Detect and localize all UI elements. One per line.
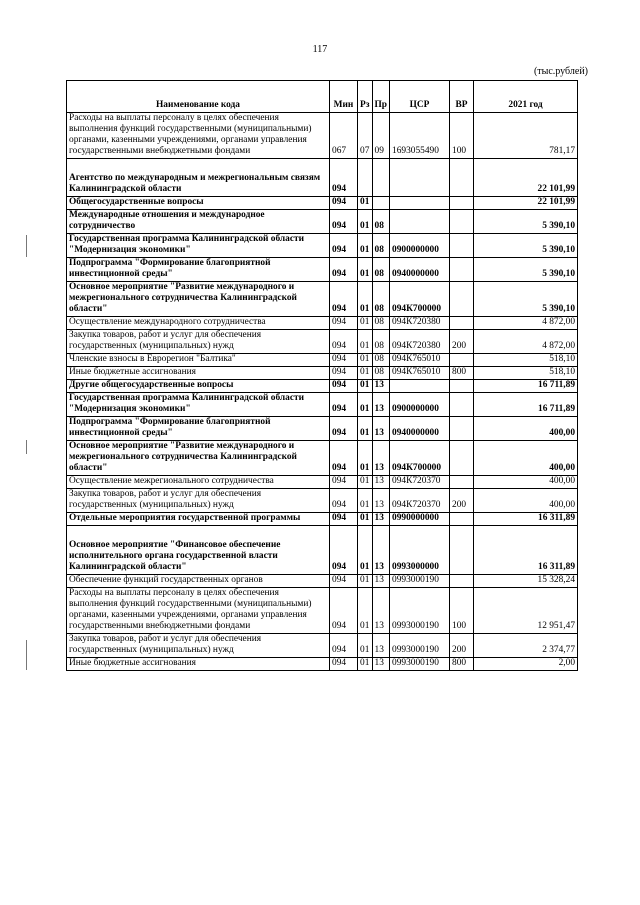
row-min-cell: 094 [330,658,358,671]
col-header-rz: Рз [358,81,373,113]
row-name-cell: Другие общегосударственные вопросы [67,380,330,393]
row-pr-cell: 09 [372,113,390,159]
row-amount-cell: 400,00 [474,476,578,489]
row-vr-cell: 800 [450,658,474,671]
row-amount-cell: 16 311,89 [474,513,578,526]
row-pr-cell: 13 [372,575,390,588]
row-name-cell: Закупка товаров, работ и услуг для обеспечения государственных (муниципальных) нужд [67,330,330,354]
col-header-min: Мин [330,81,358,113]
row-amount-cell: 400,00 [474,441,578,476]
row-rz-cell: 01 [358,317,373,330]
row-amount-cell: 400,00 [474,417,578,441]
row-csr-cell: 0900000000 [390,393,450,417]
row-min-cell: 094 [330,159,358,197]
table-row [67,330,578,354]
row-csr-cell [390,380,450,393]
row-amount-cell: 4 872,00 [474,330,578,354]
row-amount-cell: 781,17 [474,113,578,159]
row-vr-cell [450,317,474,330]
row-csr-cell: 094К720370 [390,489,450,513]
row-min-cell: 094 [330,354,358,367]
row-amount-cell: 5 390,10 [474,282,578,317]
col-header-pr: Пр [372,81,390,113]
row-pr-cell: 08 [372,317,390,330]
table-body [67,113,578,671]
row-amount-cell: 2,00 [474,658,578,671]
row-min-cell: 094 [330,441,358,476]
row-csr-cell: 094К700000 [390,441,450,476]
row-amount-cell: 12 951,47 [474,588,578,634]
row-name-cell: Осуществление межрегионального сотрудничества [67,476,330,489]
table-row [67,380,578,393]
row-csr-cell: 0993000000 [390,526,450,575]
row-min-cell: 094 [330,575,358,588]
row-csr-cell: 094К720380 [390,330,450,354]
table-row [67,113,578,159]
table-row [67,282,578,317]
table-row [67,210,578,234]
row-pr-cell [372,159,390,197]
row-name-cell: Основное мероприятие "Финансовое обеспечение исполнительного органа государственной власти Калининградской области" [67,526,330,575]
row-csr-cell: 0993000190 [390,588,450,634]
row-amount-cell: 5 390,10 [474,210,578,234]
row-name-cell: Государственная программа Калининградской области "Модернизация экономики" [67,393,330,417]
row-name-cell: Подпрограмма "Формирование благоприятной инвестиционной среды" [67,258,330,282]
row-csr-cell [390,159,450,197]
row-rz-cell: 01 [358,367,373,380]
row-min-cell: 067 [330,113,358,159]
row-rz-cell: 01 [358,354,373,367]
row-min-cell: 094 [330,330,358,354]
scan-edge-mark [26,440,27,454]
row-rz-cell: 01 [358,210,373,234]
col-header-amount: 2021 год [474,81,578,113]
row-name-cell: Государственная программа Калининградской области "Модернизация экономики" [67,234,330,258]
row-csr-cell: 0900000000 [390,234,450,258]
row-min-cell: 094 [330,210,358,234]
row-name-cell: Закупка товаров, работ и услуг для обеспечения государственных (муниципальных) нужд [67,634,330,658]
row-amount-cell: 400,00 [474,489,578,513]
row-amount-cell: 5 390,10 [474,258,578,282]
row-csr-cell: 0993000190 [390,575,450,588]
row-name-cell: Международные отношения и международное сотрудничество [67,210,330,234]
row-name-cell: Основное мероприятие "Развитие международного и межрегионального сотрудничества Калининградской области" [67,441,330,476]
page-number: 117 [312,44,328,55]
row-amount-cell: 16 711,89 [474,393,578,417]
row-min-cell: 094 [330,282,358,317]
row-name-cell: Отдельные мероприятия государственной программы [67,513,330,526]
row-pr-cell: 08 [372,210,390,234]
table-row [67,588,578,634]
row-vr-cell: 100 [450,113,474,159]
row-name-cell: Общегосударственные вопросы [67,197,330,210]
row-rz-cell: 01 [358,258,373,282]
row-csr-cell: 094К765010 [390,367,450,380]
row-pr-cell: 13 [372,526,390,575]
row-vr-cell [450,354,474,367]
row-pr-cell: 13 [372,588,390,634]
row-csr-cell: 0993000190 [390,658,450,671]
row-csr-cell: 094К720370 [390,476,450,489]
row-min-cell: 094 [330,417,358,441]
row-pr-cell: 13 [372,658,390,671]
row-vr-cell [450,513,474,526]
row-amount-cell: 16 311,89 [474,526,578,575]
col-header-csr: ЦСР [390,81,450,113]
scan-edge-mark [26,235,27,257]
row-rz-cell: 01 [358,197,373,210]
table-row [67,658,578,671]
row-vr-cell: 200 [450,634,474,658]
row-pr-cell: 08 [372,367,390,380]
table-row [67,476,578,489]
row-rz-cell: 07 [358,113,373,159]
row-pr-cell: 08 [372,258,390,282]
row-csr-cell [390,210,450,234]
row-min-cell: 094 [330,513,358,526]
row-csr-cell: 0940000000 [390,258,450,282]
row-min-cell: 094 [330,367,358,380]
row-rz-cell: 01 [358,513,373,526]
row-rz-cell: 01 [358,489,373,513]
row-vr-cell [450,210,474,234]
row-name-cell: Агентство по международным и межрегиональным связям Калининградской области [67,159,330,197]
row-min-cell: 094 [330,526,358,575]
row-vr-cell [450,197,474,210]
units-label: (тыс.рублей) [533,66,588,77]
row-min-cell: 094 [330,380,358,393]
row-vr-cell: 200 [450,489,474,513]
row-min-cell: 094 [330,588,358,634]
table-row [67,354,578,367]
row-csr-cell: 094К720380 [390,317,450,330]
row-name-cell: Расходы на выплаты персоналу в целях обеспечения выполнения функций государственными (муниципальными) органами, казенными учреждениями, органами управления государственными внебюджетными фондами [67,113,330,159]
row-vr-cell [450,526,474,575]
row-amount-cell: 518,10 [474,367,578,380]
row-name-cell: Членские взносы в Еврорегион "Балтика" [67,354,330,367]
row-amount-cell: 518,10 [474,354,578,367]
row-rz-cell: 01 [358,393,373,417]
table-row [67,526,578,575]
row-csr-cell: 1693055490 [390,113,450,159]
table-row [67,575,578,588]
row-vr-cell [450,441,474,476]
row-vr-cell [450,234,474,258]
row-min-cell: 094 [330,634,358,658]
row-min-cell: 094 [330,234,358,258]
row-name-cell: Закупка товаров, работ и услуг для обеспечения государственных (муниципальных) нужд [67,489,330,513]
table-row [67,367,578,380]
row-pr-cell: 08 [372,330,390,354]
row-csr-cell [390,197,450,210]
row-rz-cell: 01 [358,634,373,658]
row-vr-cell [450,258,474,282]
table-row [67,234,578,258]
row-vr-cell: 800 [450,367,474,380]
row-rz-cell [358,159,373,197]
table-row [67,417,578,441]
table-row [67,489,578,513]
row-name-cell: Иные бюджетные ассигнования [67,367,330,380]
col-header-vr: ВР [450,81,474,113]
row-pr-cell: 13 [372,513,390,526]
row-pr-cell: 13 [372,393,390,417]
row-amount-cell: 5 390,10 [474,234,578,258]
table-row [67,317,578,330]
table-row [67,197,578,210]
row-rz-cell: 01 [358,588,373,634]
table-row [67,258,578,282]
row-pr-cell: 08 [372,354,390,367]
row-csr-cell: 094К765010 [390,354,450,367]
row-vr-cell [450,282,474,317]
row-rz-cell: 01 [358,476,373,489]
row-min-cell: 094 [330,317,358,330]
row-min-cell: 094 [330,393,358,417]
row-csr-cell: 0990000000 [390,513,450,526]
row-rz-cell: 01 [358,234,373,258]
row-pr-cell: 08 [372,282,390,317]
row-amount-cell: 2 374,77 [474,634,578,658]
row-vr-cell: 100 [450,588,474,634]
row-name-cell: Осуществление международного сотрудничества [67,317,330,330]
table-row [67,513,578,526]
col-header-name: Наименование кода [67,81,330,113]
row-pr-cell: 08 [372,234,390,258]
budget-table [66,80,578,671]
row-name-cell: Обеспечение функций государственных органов [67,575,330,588]
table-row [67,441,578,476]
row-min-cell: 094 [330,258,358,282]
row-rz-cell: 01 [358,417,373,441]
row-vr-cell [450,393,474,417]
table-row [67,634,578,658]
row-vr-cell [450,417,474,441]
row-name-cell: Подпрограмма "Формирование благоприятной инвестиционной среды" [67,417,330,441]
row-amount-cell: 22 101,99 [474,159,578,197]
row-csr-cell: 094К700000 [390,282,450,317]
row-amount-cell: 16 711,89 [474,380,578,393]
table-header-row [67,81,578,113]
row-amount-cell: 22 101,99 [474,197,578,210]
row-rz-cell: 01 [358,575,373,588]
row-pr-cell: 13 [372,634,390,658]
row-pr-cell: 13 [372,441,390,476]
row-vr-cell [450,380,474,393]
row-amount-cell: 4 872,00 [474,317,578,330]
row-rz-cell: 01 [358,282,373,317]
row-name-cell: Иные бюджетные ассигнования [67,658,330,671]
row-csr-cell: 0993000190 [390,634,450,658]
row-pr-cell: 13 [372,489,390,513]
row-name-cell: Основное мероприятие "Развитие международного и межрегионального сотрудничества Калининградской области" [67,282,330,317]
row-pr-cell [372,197,390,210]
row-pr-cell: 13 [372,380,390,393]
row-name-cell: Расходы на выплаты персоналу в целях обеспечения выполнения функций государственными (муниципальными) органами, казенными учреждениями, органами управления государственными внебюджетными фондами [67,588,330,634]
row-min-cell: 094 [330,476,358,489]
row-vr-cell [450,575,474,588]
row-min-cell: 094 [330,489,358,513]
row-rz-cell: 01 [358,380,373,393]
row-pr-cell: 13 [372,417,390,441]
row-rz-cell: 01 [358,658,373,671]
table-row [67,159,578,197]
scan-edge-mark [26,640,27,670]
row-amount-cell: 15 328,24 [474,575,578,588]
row-vr-cell [450,476,474,489]
row-vr-cell: 200 [450,330,474,354]
row-rz-cell: 01 [358,330,373,354]
row-vr-cell [450,159,474,197]
row-min-cell: 094 [330,197,358,210]
table-row [67,393,578,417]
row-rz-cell: 01 [358,441,373,476]
row-rz-cell: 01 [358,526,373,575]
row-pr-cell: 13 [372,476,390,489]
row-csr-cell: 0940000000 [390,417,450,441]
